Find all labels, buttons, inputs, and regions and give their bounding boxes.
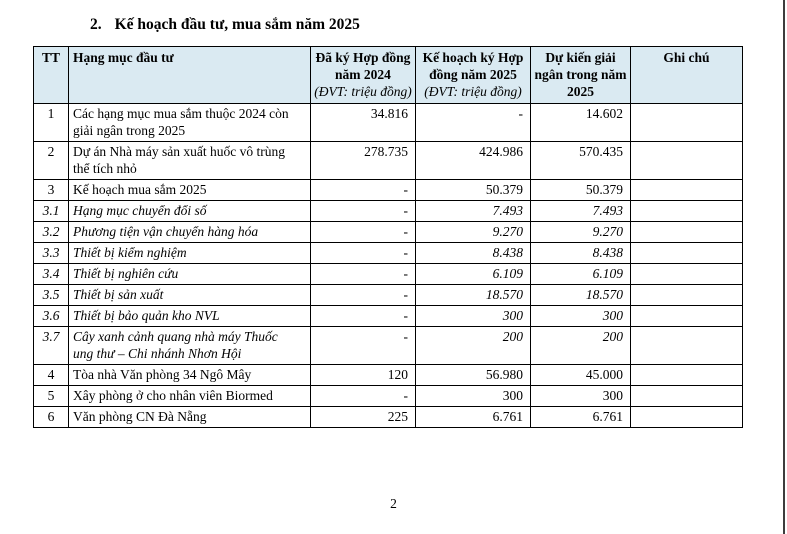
- cell-item: Các hạng mục mua sắm thuộc 2024 còn giải ngân trong 2025: [69, 104, 311, 142]
- cell-tt: 3.5: [34, 285, 69, 306]
- cell-tt: 3.3: [34, 243, 69, 264]
- table-row: [34, 407, 743, 428]
- cell-item: Thiết bị nghiên cứu: [69, 264, 311, 285]
- col-header-unit: (ĐVT: triệu đồng): [424, 84, 522, 99]
- cell-plan-2025: 200: [416, 327, 531, 365]
- cell-note: [631, 264, 743, 285]
- cell-signed-2024: -: [311, 222, 416, 243]
- cell-note: [631, 365, 743, 386]
- col-header-unit: (ĐVT: triệu đồng): [314, 84, 412, 99]
- cell-tt: 4: [34, 365, 69, 386]
- cell-item: Phương tiện vận chuyển hàng hóa: [69, 222, 311, 243]
- section-number: 2.: [90, 16, 102, 33]
- cell-plan-2025: 424.986: [416, 142, 531, 180]
- col-header-plan-2025: [416, 47, 531, 104]
- cell-plan-2025: 300: [416, 306, 531, 327]
- cell-note: [631, 306, 743, 327]
- cell-disbursement-2025: 14.602: [531, 104, 631, 142]
- cell-tt: 2: [34, 142, 69, 180]
- cell-plan-2025: -: [416, 104, 531, 142]
- col-header-signed-2024: [311, 47, 416, 104]
- cell-disbursement-2025: 45.000: [531, 365, 631, 386]
- cell-disbursement-2025: 570.435: [531, 142, 631, 180]
- cell-plan-2025: 6.761: [416, 407, 531, 428]
- cell-signed-2024: -: [311, 285, 416, 306]
- col-header-label: Hạng mục đầu tư: [73, 50, 174, 65]
- table-row: [34, 201, 743, 222]
- cell-signed-2024: -: [311, 327, 416, 365]
- cell-disbursement-2025: 50.379: [531, 180, 631, 201]
- cell-disbursement-2025: 8.438: [531, 243, 631, 264]
- cell-note: [631, 407, 743, 428]
- table-row: [34, 104, 743, 142]
- col-header-label: Đã ký Hợp đồng năm 2024: [315, 50, 411, 82]
- section-title: [90, 15, 360, 35]
- cell-disbursement-2025: 18.570: [531, 285, 631, 306]
- cell-plan-2025: 9.270: [416, 222, 531, 243]
- cell-disbursement-2025: 300: [531, 306, 631, 327]
- cell-note: [631, 327, 743, 365]
- cell-plan-2025: 300: [416, 386, 531, 407]
- table-row: [34, 285, 743, 306]
- cell-plan-2025: 18.570: [416, 285, 531, 306]
- cell-plan-2025: 56.980: [416, 365, 531, 386]
- cell-item: Hạng mục chuyển đổi số: [69, 201, 311, 222]
- cell-tt: 3.7: [34, 327, 69, 365]
- table-row: [34, 222, 743, 243]
- cell-plan-2025: 50.379: [416, 180, 531, 201]
- cell-signed-2024: 278.735: [311, 142, 416, 180]
- cell-note: [631, 386, 743, 407]
- cell-item: Thiết bị bảo quản kho NVL: [69, 306, 311, 327]
- cell-item: Tòa nhà Văn phòng 34 Ngô Mây: [69, 365, 311, 386]
- col-header-note: [631, 47, 743, 104]
- table-row: [34, 142, 743, 180]
- cell-tt: 1: [34, 104, 69, 142]
- cell-item: Kế hoạch mua sắm 2025: [69, 180, 311, 201]
- table-row: [34, 243, 743, 264]
- cell-plan-2025: 7.493: [416, 201, 531, 222]
- table-row: [34, 264, 743, 285]
- cell-signed-2024: -: [311, 306, 416, 327]
- col-header-label: Kế hoạch ký Hợp đồng năm 2025: [422, 50, 524, 82]
- cell-plan-2025: 6.109: [416, 264, 531, 285]
- col-header-label: Dự kiến giải ngân trong năm 2025: [534, 50, 627, 99]
- cell-signed-2024: -: [311, 243, 416, 264]
- cell-item: Xây phòng ở cho nhân viên Biormed: [69, 386, 311, 407]
- cell-plan-2025: 8.438: [416, 243, 531, 264]
- table-row: [34, 180, 743, 201]
- cell-note: [631, 222, 743, 243]
- table-row: [34, 365, 743, 386]
- col-header-label: Ghi chú: [663, 50, 710, 65]
- cell-note: [631, 142, 743, 180]
- cell-disbursement-2025: 300: [531, 386, 631, 407]
- cell-note: [631, 180, 743, 201]
- cell-tt: 3.1: [34, 201, 69, 222]
- table-header-row: [34, 47, 743, 104]
- cell-note: [631, 201, 743, 222]
- cell-signed-2024: 120: [311, 365, 416, 386]
- page-number: 2: [390, 496, 397, 511]
- cell-item: Thiết bị kiểm nghiệm: [69, 243, 311, 264]
- cell-tt: 3.2: [34, 222, 69, 243]
- cell-note: [631, 104, 743, 142]
- table-row: [34, 327, 743, 365]
- investment-plan-table: [33, 46, 743, 428]
- cell-disbursement-2025: 6.761: [531, 407, 631, 428]
- cell-tt: 3.6: [34, 306, 69, 327]
- cell-signed-2024: -: [311, 386, 416, 407]
- page-edge-line: [783, 0, 785, 534]
- cell-signed-2024: -: [311, 180, 416, 201]
- cell-tt: 6: [34, 407, 69, 428]
- cell-signed-2024: -: [311, 201, 416, 222]
- cell-item: Văn phòng CN Đà Nẵng: [69, 407, 311, 428]
- cell-signed-2024: 225: [311, 407, 416, 428]
- cell-tt: 5: [34, 386, 69, 407]
- section-title-text: Kế hoạch đầu tư, mua sắm năm 2025: [114, 16, 360, 33]
- cell-disbursement-2025: 9.270: [531, 222, 631, 243]
- cell-note: [631, 243, 743, 264]
- table-row: [34, 306, 743, 327]
- cell-signed-2024: 34.816: [311, 104, 416, 142]
- cell-item: Cây xanh cảnh quang nhà máy Thuốc ung thư – Chi nhánh Nhơn Hội: [69, 327, 311, 365]
- col-header-disbursement-2025: [531, 47, 631, 104]
- cell-tt: 3: [34, 180, 69, 201]
- table-body: [34, 104, 743, 428]
- cell-tt: 3.4: [34, 264, 69, 285]
- cell-note: [631, 285, 743, 306]
- col-header-tt: [34, 47, 69, 104]
- col-header-item: [69, 47, 311, 104]
- cell-disbursement-2025: 200: [531, 327, 631, 365]
- col-header-label: TT: [41, 50, 60, 65]
- cell-signed-2024: -: [311, 264, 416, 285]
- table-header: [34, 47, 743, 104]
- cell-disbursement-2025: 7.493: [531, 201, 631, 222]
- cell-disbursement-2025: 6.109: [531, 264, 631, 285]
- table-row: [34, 386, 743, 407]
- cell-item: Thiết bị sản xuất: [69, 285, 311, 306]
- cell-item: Dự án Nhà máy sản xuất huốc vô trùng thể tích nhỏ: [69, 142, 311, 180]
